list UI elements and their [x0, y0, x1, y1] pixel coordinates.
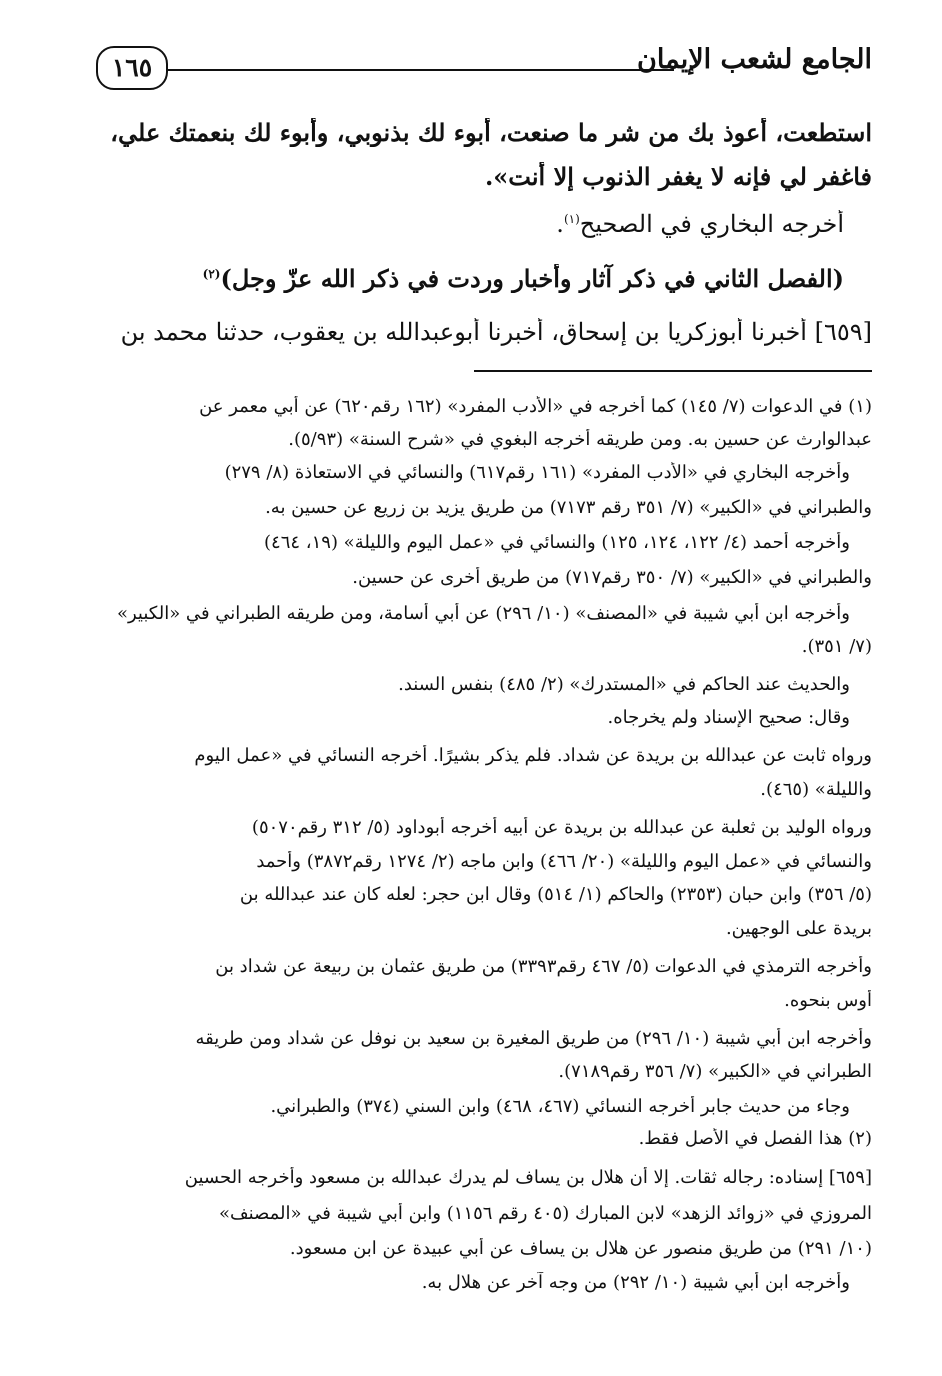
running-header-title: الجامع لشعب الإيمان — [637, 44, 872, 75]
footnote-ref-2: (٢) — [202, 267, 221, 281]
footnote-line-10: وقال: صحيح الإسناد ولم يخرجاه. — [607, 707, 850, 728]
footnote-line-25: (١٠/ ٢٩١) من طريق منصور عن هلال بن يساف عن أبي عبيدة عن ابن مسعود. — [289, 1238, 872, 1259]
footnote-line-17: وأخرجه الترمذي في الدعوات (٥/ ٤٦٧ رقم٣٣٩٣) من طريق عثمان بن ربيعة عن شداد بن — [215, 956, 872, 977]
footnote-line-1: (١) في الدعوات (٧/ ١٤٥) كما أخرجه في «الأدب المفرد» (١٦٢ رقم٦٢٠) عن أبي معمر عن — [199, 396, 872, 417]
footnote-ref-1: (١) — [563, 212, 580, 226]
header-rule — [168, 69, 674, 71]
footnote-line-7: وأخرجه ابن أبي شيبة في «المصنف» (١٠/ ٢٩٦) عن أبي أسامة، ومن طريقه الطبراني في «الكبير» — [116, 603, 850, 624]
footnote-line-2: عبدالوارث عن حسين به. ومن طريقه أخرجه البغوي في «شرح السنة» (٥/٩٣). — [288, 429, 872, 450]
footnote-line-5: وأخرجه أحمد (٤/ ١٢٢، ١٢٤، ١٢٥) والنسائي في «عمل اليوم والليلة» (١٩، ٤٦٤) — [264, 532, 850, 553]
footnote-line-19: وأخرجه ابن أبي شيبة (١٠/ ٢٩٦) من طريق المغيرة بن سعيد بن نوفل عن شداد ومن طريقه — [195, 1028, 872, 1049]
footnote-line-3: وأخرجه البخاري في «الأدب المفرد» (١٦١ رقم٦١٧) والنسائي في الاستعاذة (٨/ ٢٧٩) — [224, 462, 850, 483]
footnote-line-11: ورواه ثابت عن عبدالله بن بريدة عن شداد. فلم يذكر بشيرًا. أخرجه النسائي في «عمل اليوم — [194, 745, 872, 766]
footnote-line-6: والطبراني في «الكبير» (٧/ ٣٥٠ رقم٧١٧) من طريق أخرى عن حسين. — [352, 567, 872, 588]
footnote-line-12: والليلة» (٤٦٥). — [760, 779, 872, 800]
footnote-line-18: أوس بنحوه. — [784, 990, 872, 1011]
footnote-line-24: المروزي في «زوائد الزهد» لابن المبارك (٤٠٥ رقم ١١٥٦) وابن أبي شيبة في «المصنف» — [218, 1203, 872, 1224]
chapter-heading — [203, 264, 844, 293]
body-line-2: فاغفر لي فإنه لا يغفر الذنوب إلا أنت». — [484, 162, 872, 191]
body-line-3 — [556, 210, 844, 238]
footnote-line-26: وأخرجه ابن أبي شيبة (١٠/ ٢٩٢) من وجه آخر عن هلال به. — [421, 1272, 850, 1293]
body-line-1: استطعت، أعوذ بك من شر ما صنعت، أبوء لك بذنوبي، وأبوء لك بنعمتك علي، — [110, 118, 872, 147]
footnote-line-20: الطبراني في «الكبير» (٧/ ٣٥٦ رقم٧١٨٩). — [558, 1061, 872, 1082]
footnote-line-23: [٦٥٩] إسناده: رجاله ثقات. إلا أن هلال بن يساف لم يدرك عبدالله بن مسعود وأخرجه الحسين — [184, 1167, 872, 1188]
chapter-heading-text: (الفصل الثاني في ذكر آثار وأخبار وردت في ذكر الله عزّ وجل) — [220, 264, 844, 293]
footnote-line-14: والنسائي في «عمل اليوم والليلة» (٢٠/ ٤٦٦) وابن ماجه (٢/ ١٢٧٤ رقم٣٨٧٢) وأحمد — [256, 851, 872, 872]
body-line-5: [٦٥٩] أخبرنا أبوزكريا بن إسحاق، أخبرنا أبوعبدالله بن يعقوب، حدثنا محمد بن — [120, 318, 872, 346]
footnote-line-16: بريدة على الوجهين. — [725, 918, 872, 939]
footnote-line-22: (٢) هذا الفصل في الأصل فقط. — [638, 1128, 872, 1149]
footnote-line-9: والحديث عند الحاكم في «المستدرك» (٢/ ٤٨٥) بنفس السند. — [398, 674, 850, 695]
footnote-line-4: والطبراني في «الكبير» (٧/ ٣٥١ رقم ٧١٧٣) من طريق يزيد بن زريع عن حسين به. — [265, 497, 872, 518]
page-number: ١٦٥ — [96, 46, 168, 90]
footnote-line-8: (٧/ ٣٥١). — [801, 636, 872, 657]
footnote-line-21: وجاء من حديث جابر أخرجه النسائي (٤٦٧، ٤٦٨) وابن السني (٣٧٤) والطبراني. — [270, 1096, 850, 1117]
body-line-3-text: أخرجه البخاري في الصحيح — [579, 210, 844, 238]
footnote-separator — [474, 370, 872, 372]
footnote-line-13: ورواه الوليد بن ثعلبة عن عبدالله بن بريدة عن أبيه أخرجه أبوداود (٥/ ٣١٢ رقم٥٠٧٠) — [251, 817, 872, 838]
footnote-line-15: (٥/ ٣٥٦) وابن حبان (٢٣٥٣) والحاكم (١/ ٥١٤) وقال ابن حجر: لعله كان عند عبدالله بن — [239, 884, 872, 905]
body-line-3-end: . — [556, 210, 564, 238]
